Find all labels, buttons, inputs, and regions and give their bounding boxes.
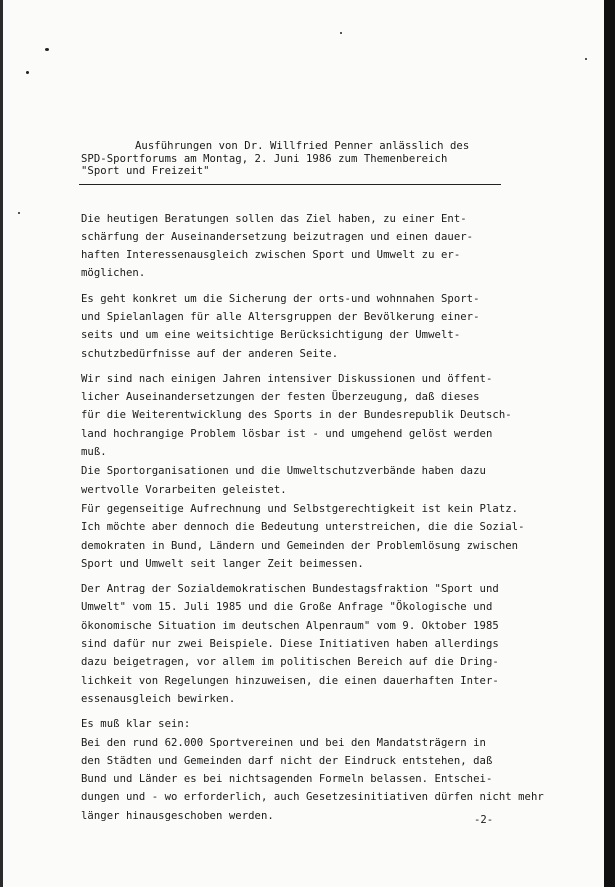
scan-speck [26,71,29,74]
text-line: für die Weiterentwicklung des Sports in der Bundesrepublik Deutsch- [81,409,512,422]
text-body [81,210,551,826]
scan-edge-left [0,0,3,887]
text-line: Für gegenseitige Aufrechnung und Selbstgerechtigkeit ist kein Platz. [81,502,519,515]
text-line: seits und um eine weitsichtige Berücksichtigung der Umwelt- [81,329,461,342]
paragraph [81,500,551,573]
heading-line: Ausführungen von Dr. Willfried Penner anlässlich des [135,140,470,152]
text-line: Es muß klar sein: [81,718,191,731]
heading-line: "Sport und Freizeit" [81,165,210,177]
text-line: demokraten in Bund, Ländern und Gemeinden der Problemlösung zwischen [81,539,519,552]
text-line: Umwelt" vom 15. Juli 1985 und die Große Anfrage "Ökologische und [81,601,493,614]
text-line: muß. [81,446,107,459]
paragraph [81,715,551,825]
text-line: Die Sportorganisationen und die Umweltschutzverbände haben dazu [81,465,486,478]
text-line: dazu beigetragen, vor allem im politischen Bereich auf die Dring- [81,656,499,669]
text-line: möglichen. [81,267,146,280]
text-line: schärfung der Auseinandersetzung beizutragen und einen dauer- [81,230,474,243]
document-heading [81,140,551,178]
heading-underline [79,184,501,185]
text-line: Es geht konkret um die Sicherung der orts-und wohnnahen Sport- [81,292,480,305]
heading-line: SPD-Sportforums am Montag, 2. Juni 1986 zum Themenbereich [81,152,448,165]
paragraph [81,462,551,499]
text-line: sind dafür nur zwei Beispiele. Diese Initiativen haben allerdings [81,638,499,651]
text-line: ökonomische Situation im deutschen Alpenraum" vom 9. Oktober 1985 [81,619,499,632]
text-line: schutzbedürfnisse auf der anderen Seite. [81,347,339,360]
text-line: den Städten und Gemeinden darf nicht der Eindruck entstehen, daß [81,754,493,767]
text-line: Bei den rund 62.000 Sportvereinen und bei den Mandatsträgern in [81,736,486,749]
paragraph [81,290,551,363]
document-body [81,140,551,825]
text-line: länger hinausgeschoben werden. [81,809,274,822]
scan-speck [340,32,342,34]
text-line: haften Interessenausgleich zwischen Sport und Umwelt zu er- [81,249,461,262]
paragraph [81,210,551,283]
text-line: lichkeit von Regelungen hinzuweisen, die einen dauerhaften Inter- [81,674,499,687]
paragraph [81,370,551,461]
text-line: Bund und Länder es bei nichtsagenden Formeln belassen. Entschei- [81,773,493,786]
text-line: essenausgleich bewirken. [81,692,236,705]
text-line: Sport und Umwelt seit langer Zeit beimessen. [81,557,364,570]
paragraph [81,580,551,708]
text-line: Wir sind nach einigen Jahren intensiver Diskussionen und öffent- [81,372,493,385]
text-line: licher Auseinandersetzungen der festen Überzeugung, daß dieses [81,391,480,404]
scan-speck [18,212,20,214]
text-line: wertvolle Vorarbeiten geleistet. [81,483,287,496]
text-line: Der Antrag der Sozialdemokratischen Bundestagsfraktion "Sport und [81,583,499,596]
scan-speck [585,58,587,60]
scan-edge-right [604,0,615,887]
page-number: -2- [474,814,494,826]
text-line: Ich möchte aber dennoch die Bedeutung unterstreichen, die die Sozial- [81,521,525,534]
text-line: land hochrangige Problem lösbar ist - und umgehend gelöst werden [81,427,493,440]
text-line: dungen und - wo erforderlich, auch Gesetzesinitiativen dürfen nicht mehr [81,791,544,804]
scan-speck [45,48,49,51]
text-line: und Spielanlagen für alle Altersgruppen der Bevölkerung einer- [81,310,480,323]
text-line: Die heutigen Beratungen sollen das Ziel haben, zu einer Ent- [81,212,467,225]
